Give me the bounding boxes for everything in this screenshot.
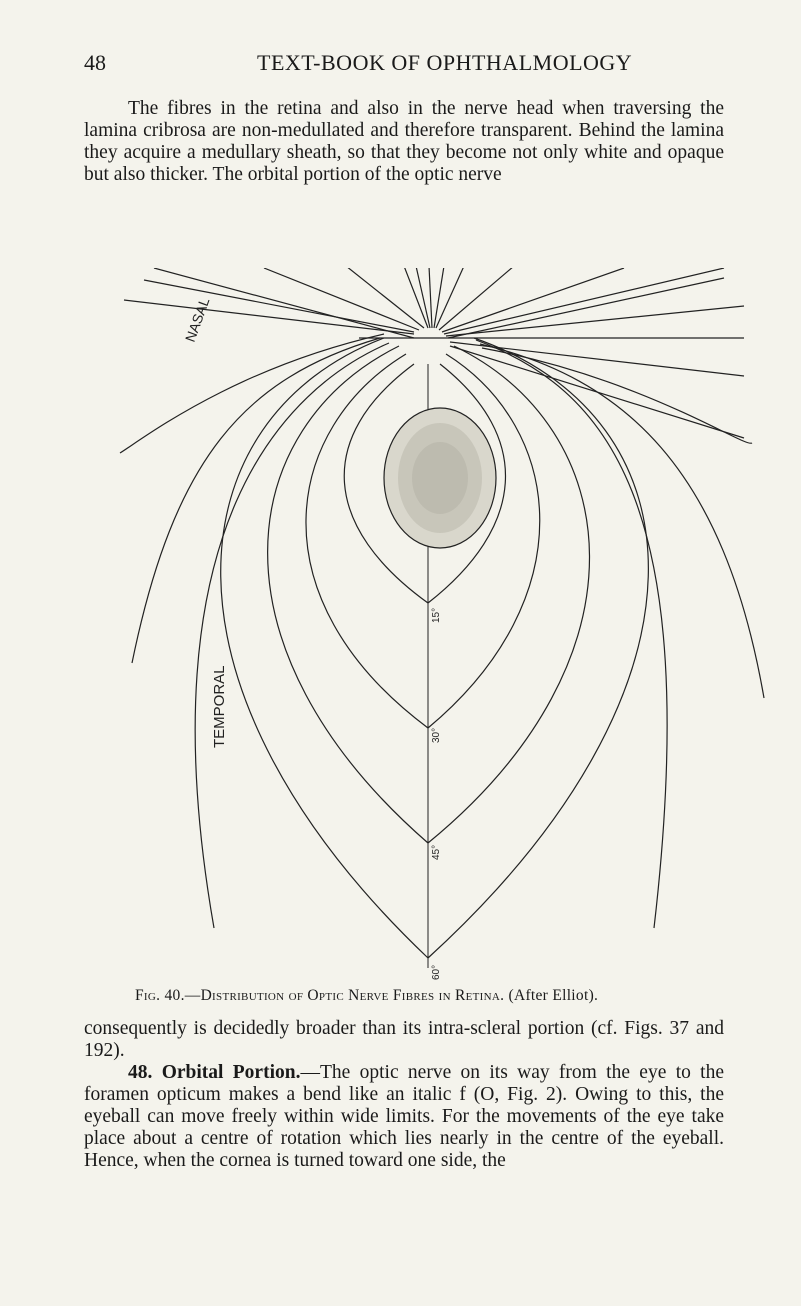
section-number: 48.: [128, 1062, 153, 1083]
nasal-fibre-2: [124, 300, 414, 334]
deg60-label: 60°: [431, 964, 442, 980]
deg45-label: 45°: [431, 844, 442, 860]
section-heading: Orbital Portion.: [161, 1062, 301, 1083]
nasal-fibre-17: [450, 346, 744, 438]
running-title: TEXT-BOOK OF OPHTHALMOLOGY: [257, 50, 633, 75]
page-number: 48: [84, 50, 106, 75]
section-text: —The optic nerve on its way from the eye to the foramen opticum makes a bend like an italic f (O, Fig. 2). Owing to this, the eyeball can move freely within wide limits. For the movements of the eye take place about a centre of rotation which lies nearly in the centre of the eyeball. Hence, when the cornea is turned toward one side, the: [84, 1062, 725, 1171]
outer-line-left-1: [132, 338, 380, 663]
temporal-label: TEMPORAL: [211, 665, 228, 748]
nasal-label: NASAL: [181, 295, 213, 345]
nasal-fibre-8: [429, 268, 432, 328]
fibre-diagram: [84, 268, 774, 988]
outer-line-left-3: [195, 343, 389, 928]
deg15-label: 15°: [431, 607, 442, 623]
figure-fibre-distribution: [84, 268, 774, 988]
figure-caption: [135, 987, 735, 1005]
nasal-fibre-6: [404, 268, 428, 328]
paragraph-top: The fibres in the retina and also in the nerve head when traversing the lamina cribrosa are non-medullated and therefore transparent. Behind the lamina they acquire a medullary sheath, so that they become not only white and opaque but also thicker. The orbital portion of the optic nerve: [84, 98, 724, 185]
page-header: [84, 50, 724, 84]
nasal-fibre-10: [436, 268, 464, 328]
outer-line-right-1: [476, 340, 667, 928]
paragraph-continuation: consequently is decidedly broader than its intra-scleral portion (cf. Figs. 37 and 192).: [84, 1018, 724, 1061]
outer-line-left-2: [120, 334, 384, 453]
section-48: [84, 1062, 724, 1172]
nasal-fibre-13: [444, 268, 724, 334]
deg30-label: 30°: [431, 727, 442, 743]
nasal-fibre-7: [416, 268, 430, 328]
caption-label: Fig. 40.: [135, 987, 185, 1004]
caption-title: —Distribution of Optic Nerve Fibres in Retina.: [184, 987, 505, 1004]
optic-disc: [384, 408, 496, 548]
nasal-fibre-14: [446, 306, 744, 336]
caption-credit: (After Elliot).: [508, 987, 599, 1004]
nasal-fibre-9: [434, 268, 444, 328]
arc-45-left: [268, 346, 428, 843]
nasal-fibre-16: [450, 342, 744, 376]
body-bottom: [84, 1018, 724, 1172]
nasal-fibre-4: [264, 268, 419, 330]
nasal-fibre-12: [442, 268, 624, 332]
outer-line-right-2: [480, 344, 764, 698]
outer-line-right-3: [482, 348, 752, 443]
arc-60-left: [221, 338, 428, 958]
nasal-fibre-5: [346, 268, 424, 328]
